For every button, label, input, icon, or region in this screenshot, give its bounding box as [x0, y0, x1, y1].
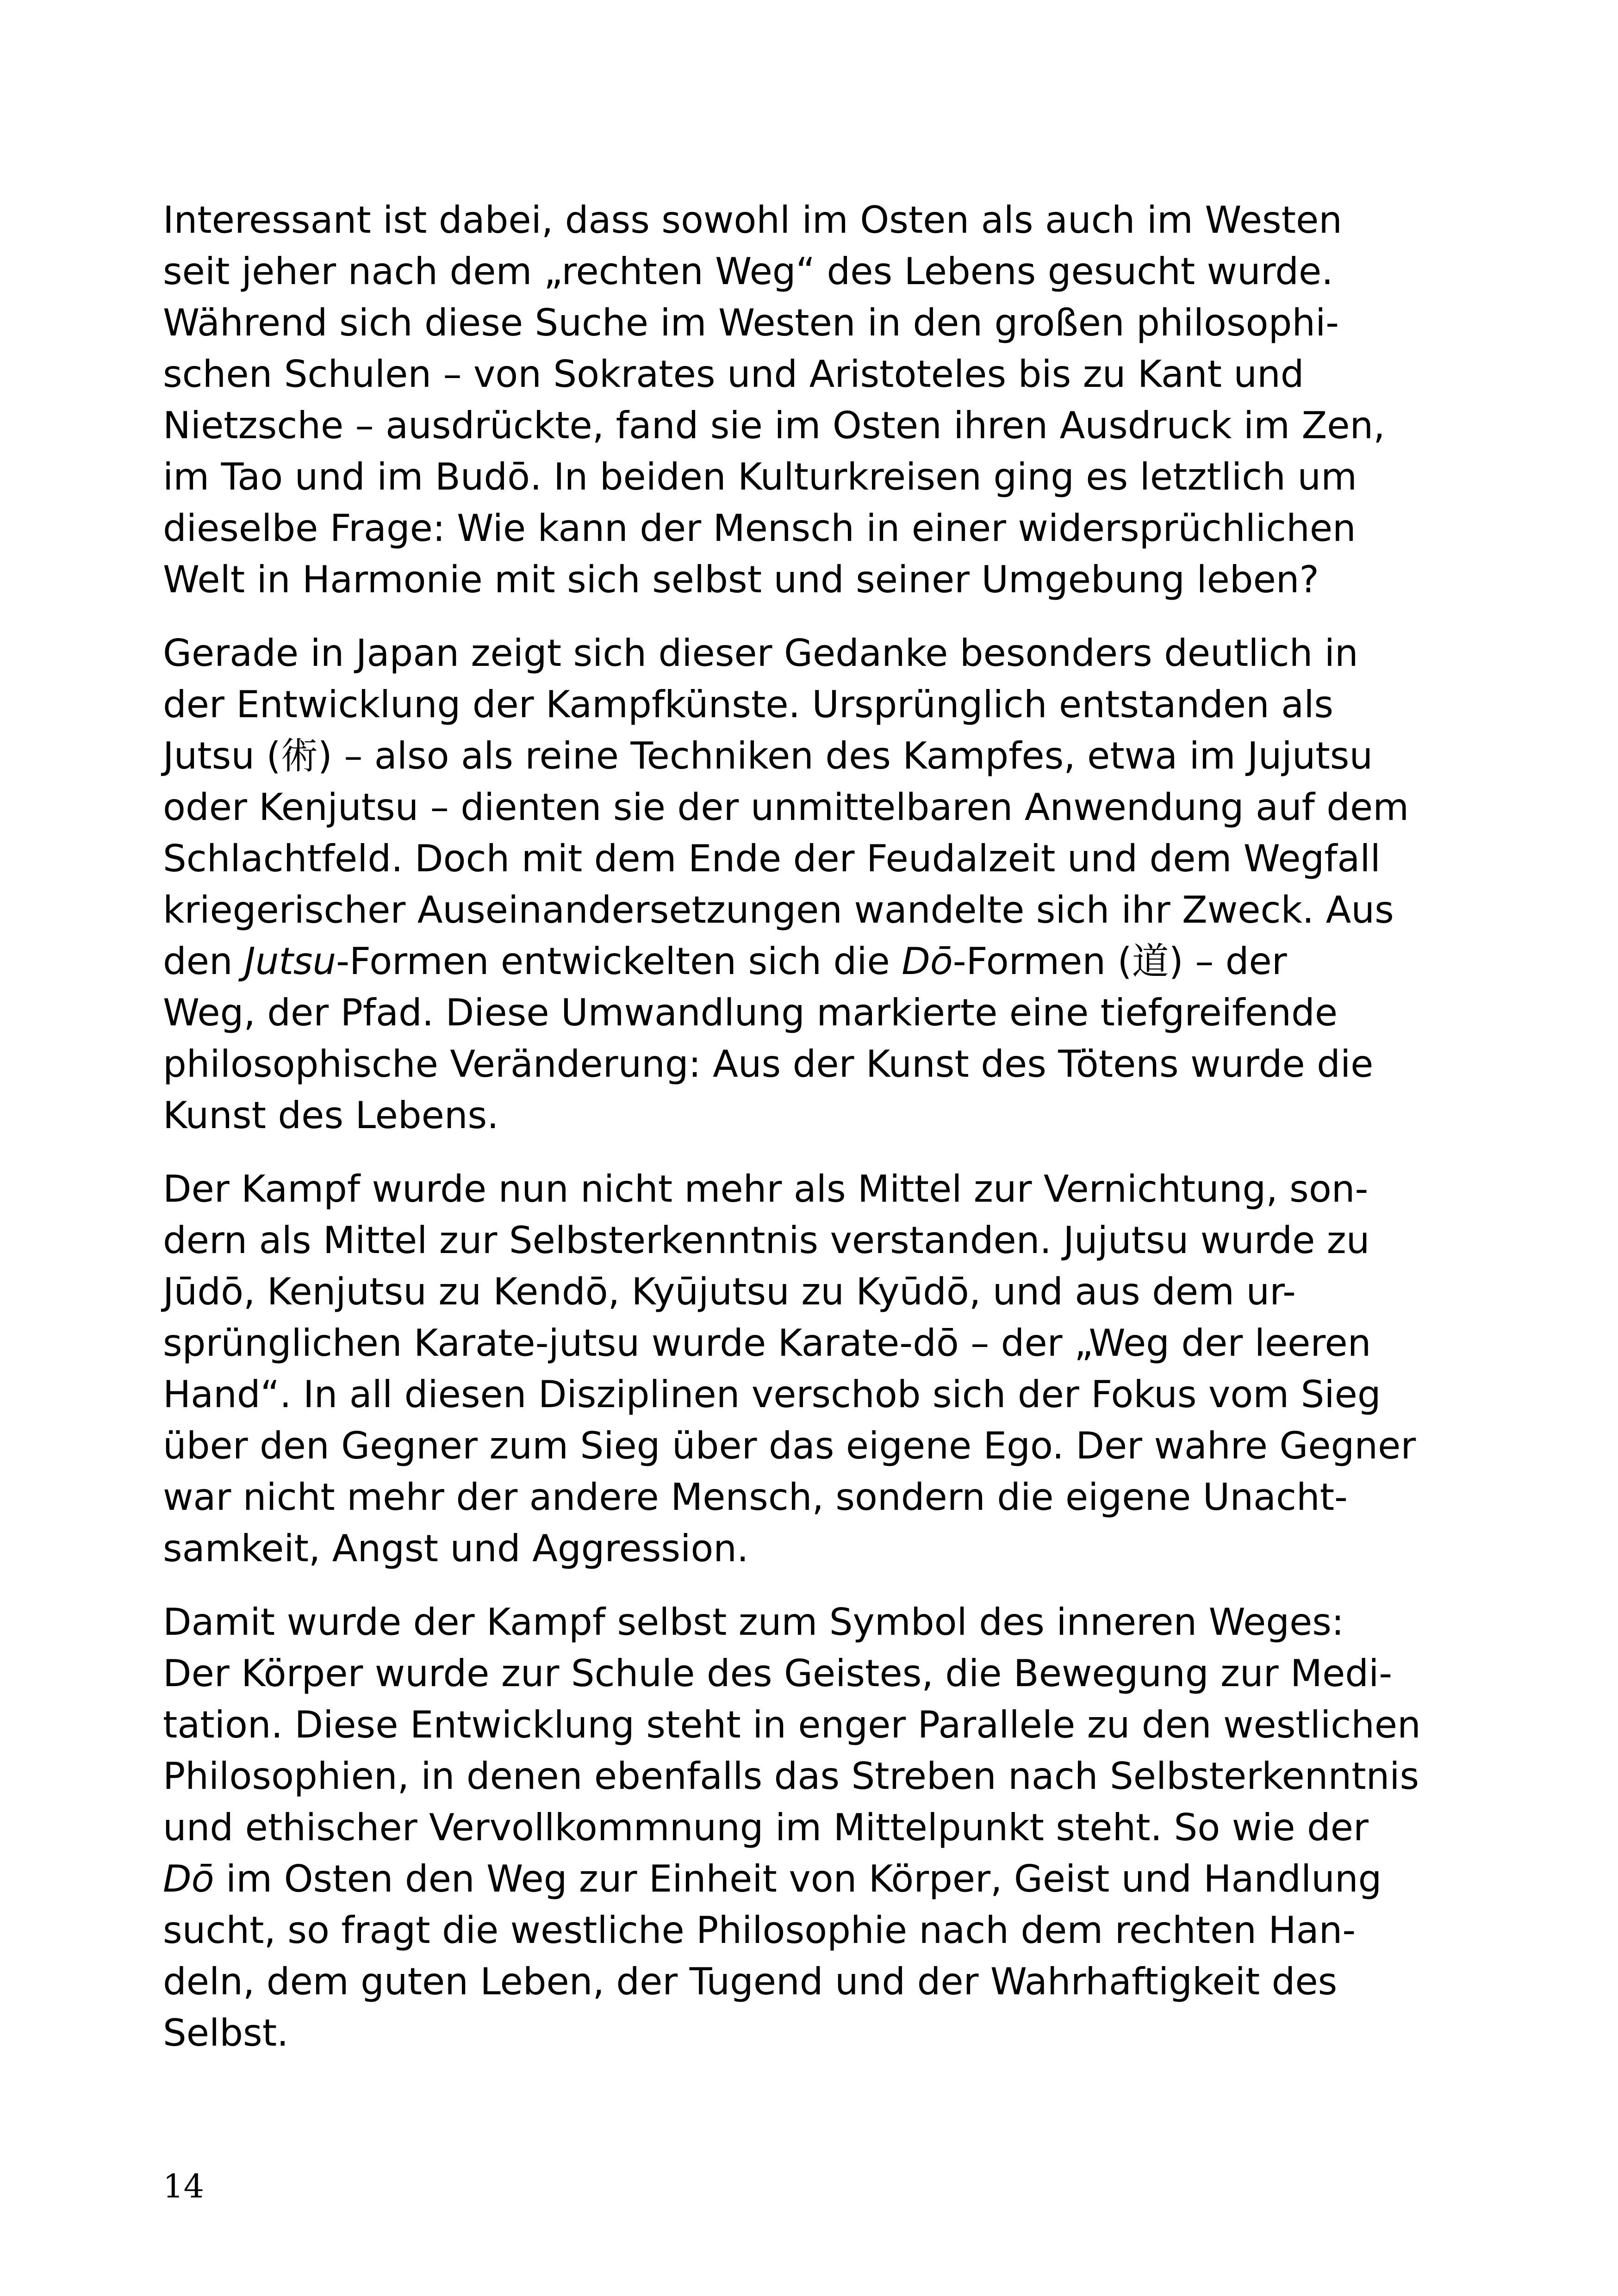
- text-segment: über den Gegner zum Sieg über das eigene Ego. Der wahre Gegner: [163, 1424, 1416, 1467]
- text-line: [163, 451, 1454, 503]
- italic-term: Dō: [902, 940, 953, 983]
- text-segment: Der Kampf wurde nun nicht mehr als Mittel zur Vernichtung, son-: [163, 1167, 1369, 1210]
- text-line: [163, 1471, 1454, 1523]
- text-line: [163, 1163, 1454, 1215]
- text-segment: war nicht mehr der andere Mensch, sondern die eigene Unacht-: [163, 1476, 1348, 1519]
- text-segment: Jūdō, Kenjutsu zu Kendō, Kyūjutsu zu Kyūdō, und aus dem ur-: [163, 1270, 1296, 1313]
- text-segment: sprünglichen Karate-jutsu wurde Karate-dō – der „Weg der leeren: [163, 1322, 1371, 1365]
- text-line: [163, 1596, 1454, 1648]
- text-line: [163, 1699, 1454, 1750]
- text-segment: samkeit, Angst und Aggression.: [163, 1527, 749, 1570]
- text-segment: philosophische Veränderung: Aus der Kunst des Tötens wurde die: [163, 1043, 1374, 1086]
- text-line: [163, 1369, 1454, 1420]
- text-line: [163, 936, 1454, 987]
- text-segment: Kunst des Lebens.: [163, 1094, 499, 1137]
- text-segment: Weg, der Pfad. Diese Umwandlung markierte eine tiefgreifende: [163, 991, 1338, 1034]
- text-segment: im Tao und im Budō. In beiden Kulturkreisen ging es letztlich um: [163, 455, 1357, 498]
- text-segment: Gerade in Japan zeigt sich dieser Gedanke besonders deutlich in: [163, 632, 1358, 675]
- text-line: [163, 1905, 1454, 1956]
- text-line: [163, 833, 1454, 884]
- text-segment: deln, dem guten Leben, der Tugend und der Wahrhaftigkeit des: [163, 1960, 1338, 2003]
- text-segment: Schlachtfeld. Doch mit dem Ende der Feudalzeit und dem Wegfall: [163, 837, 1381, 880]
- text-line: [163, 627, 1454, 679]
- text-segment: Hand“. In all diesen Disziplinen verschob sich der Fokus vom Sieg: [163, 1373, 1381, 1416]
- italic-term: Jutsu: [244, 940, 336, 983]
- text-line: [163, 1420, 1454, 1471]
- text-line: [163, 1317, 1454, 1369]
- paragraph-4: [163, 1596, 1454, 2059]
- text-line: [163, 1038, 1454, 1090]
- text-line: [163, 194, 1454, 246]
- body-text: [163, 194, 1454, 2081]
- paragraph-1: [163, 194, 1454, 605]
- text-segment: Welt in Harmonie mit sich selbst und seiner Umgebung leben?: [163, 558, 1319, 601]
- text-segment: im Osten den Weg zur Einheit von Körper, Geist und Handlung: [214, 1857, 1382, 1900]
- text-line: [163, 1648, 1454, 1699]
- text-line: [163, 1215, 1454, 1266]
- text-line: [163, 1853, 1454, 1905]
- text-line: [163, 1956, 1454, 2007]
- text-line: [163, 1523, 1454, 1574]
- text-segment: -Formen entwickelten sich die: [336, 940, 902, 983]
- text-segment: Nietzsche – ausdrückte, fand sie im Osten ihren Ausdruck im Zen,: [163, 404, 1385, 447]
- text-line: [163, 503, 1454, 554]
- text-line: [163, 348, 1454, 400]
- text-line: [163, 884, 1454, 936]
- text-segment: seit jeher nach dem „rechten Weg“ des Lebens gesucht wurde.: [163, 250, 1333, 293]
- italic-term: Dō: [163, 1857, 214, 1900]
- text-line: [163, 297, 1454, 348]
- text-line: [163, 782, 1454, 833]
- text-segment: kriegerischer Auseinandersetzungen wandelte sich ihr Zweck. Aus: [163, 888, 1394, 931]
- text-segment: sucht, so fragt die westliche Philosophie nach dem rechten Han-: [163, 1909, 1356, 1952]
- text-line: [163, 1266, 1454, 1317]
- text-segment: dieselbe Frage: Wie kann der Mensch in einer widersprüchlichen: [163, 507, 1356, 550]
- text-segment: oder Kenjutsu – dienten sie der unmittelbaren Anwendung auf dem: [163, 786, 1409, 829]
- text-segment: tation. Diese Entwicklung steht in enger Parallele zu den westlichen: [163, 1703, 1421, 1746]
- text-line: [163, 554, 1454, 605]
- text-line: [163, 1750, 1454, 1802]
- text-line: [163, 2007, 1454, 2059]
- text-segment: Selbst.: [163, 2011, 289, 2054]
- text-line: [163, 246, 1454, 297]
- paragraph-2: [163, 627, 1454, 1141]
- text-segment: Damit wurde der Kampf selbst zum Symbol des inneren Weges:: [163, 1601, 1344, 1644]
- text-segment: dern als Mittel zur Selbsterkenntnis verstanden. Jujutsu wurde zu: [163, 1219, 1370, 1262]
- text-segment: der Entwicklung der Kampfkünste. Ursprünglich entstanden als: [163, 683, 1334, 726]
- text-segment: Während sich diese Suche im Westen in den großen philosophi-: [163, 301, 1339, 344]
- text-line: [163, 1802, 1454, 1853]
- text-segment: -Formen (道) – der: [952, 940, 1287, 983]
- text-segment: Der Körper wurde zur Schule des Geistes, die Bewegung zur Medi-: [163, 1652, 1393, 1695]
- text-line: [163, 730, 1454, 782]
- text-segment: Jutsu (術) – also als reine Techniken des Kampfes, etwa im Jujutsu: [163, 734, 1373, 777]
- text-segment: Philosophien, in denen ebenfalls das Streben nach Selbsterkenntnis: [163, 1755, 1419, 1798]
- text-line: [163, 400, 1454, 451]
- paragraph-3: [163, 1163, 1454, 1574]
- text-line: [163, 1090, 1454, 1141]
- text-line: [163, 679, 1454, 730]
- text-segment: den: [163, 940, 245, 983]
- text-line: [163, 987, 1454, 1038]
- text-segment: Interessant ist dabei, dass sowohl im Osten als auch im Westen: [163, 199, 1343, 242]
- page-number: 14: [163, 2167, 205, 2205]
- text-segment: schen Schulen – von Sokrates und Aristoteles bis zu Kant und: [163, 353, 1304, 396]
- text-segment: und ethischer Vervollkommnung im Mittelpunkt steht. So wie der: [163, 1806, 1369, 1849]
